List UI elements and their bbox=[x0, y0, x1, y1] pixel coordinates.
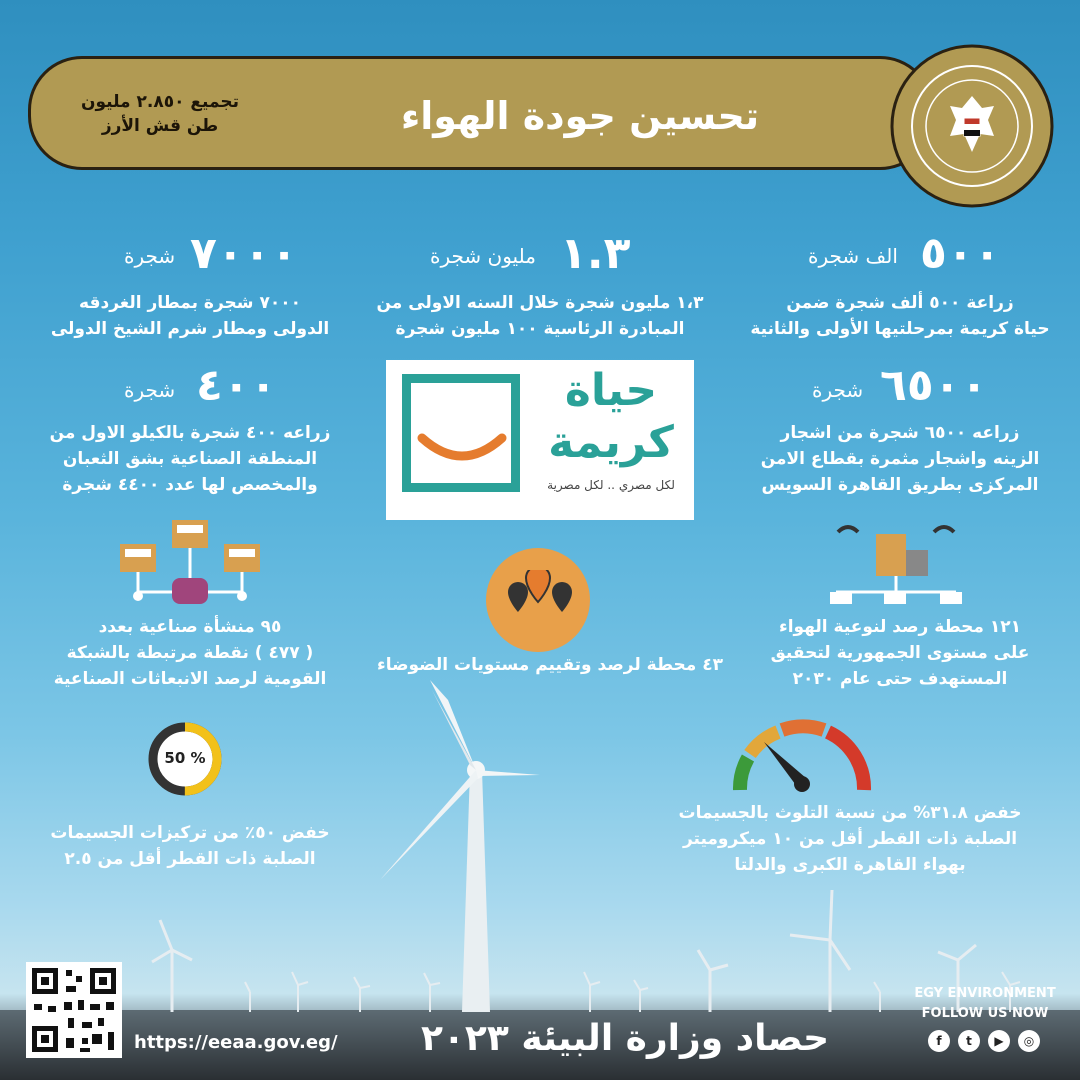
footer-follow: FOLLOW US NOW bbox=[921, 1006, 1049, 1021]
stat-7000-number: ٧٠٠٠ bbox=[190, 228, 298, 279]
stat-6500-number: ٦٥٠٠ bbox=[880, 360, 988, 411]
stat-500-unit: الف شجرة bbox=[808, 244, 898, 268]
stat-400-number: ٤٠٠ bbox=[196, 360, 277, 411]
noise-line1: ٤٣ محطة لرصد وتقييم مستويات الضوضاء bbox=[377, 655, 723, 675]
pm10-line2: الصلبة ذات القطر أقل من ١٠ ميكروميتر bbox=[682, 829, 1018, 849]
location-pin-icon bbox=[500, 570, 576, 624]
gauge-icon bbox=[728, 712, 874, 796]
smile-icon bbox=[416, 430, 508, 470]
hayah-karima-tagline: لكل مصري .. لكل مصرية bbox=[547, 478, 675, 492]
stat-7000-description bbox=[30, 290, 350, 342]
stat-1-3-line1: ١،٣ مليون شجرة خلال السنه الاولى من bbox=[376, 293, 704, 313]
stat-400-line2: المنطقة الصناعية بشق الثعبان bbox=[62, 449, 318, 469]
stat-400-unit: شجرة bbox=[124, 378, 176, 402]
footer-url[interactable]: https://eeaa.gov.eg/ bbox=[134, 1032, 338, 1053]
server-network-icon bbox=[816, 516, 976, 612]
industrial-line3: القومية لرصد الانبعاثات الصناعية bbox=[53, 669, 327, 689]
stat-500-description bbox=[740, 290, 1060, 342]
pm25-description bbox=[30, 820, 350, 872]
pm10-description bbox=[640, 800, 1060, 878]
stat-6500-line2: الزينه واشجار مثمرة بقطاع الامن bbox=[760, 449, 1040, 469]
air-line3: المستهدف حتى عام ٢٠٣٠ bbox=[792, 669, 1008, 689]
stat-7000-line1: ٧٠٠٠ شجرة بمطار الغردقه bbox=[79, 293, 301, 313]
stat-400-line3: والمخصص لها عدد ٤٤٠٠ شجرة bbox=[62, 475, 318, 495]
stat-6500-unit: شجرة bbox=[812, 378, 864, 402]
industrial-network-icon bbox=[116, 516, 266, 612]
youtube-icon[interactable]: ▶ bbox=[988, 1030, 1010, 1052]
stat-6500-description bbox=[740, 420, 1060, 498]
stat-7000-unit: شجرة bbox=[124, 244, 176, 268]
page-title: تحسين جودة الهواء bbox=[400, 94, 760, 138]
pm10-line1: خفض ٣١.٨% من نسبة التلوث بالجسيمات bbox=[678, 803, 1022, 823]
pm25-badge-label: 50 % bbox=[164, 749, 206, 767]
instagram-icon[interactable]: ◎ bbox=[1018, 1030, 1040, 1052]
stat-500-number: ٥٠٠ bbox=[920, 228, 1001, 279]
hayah-karima-word1: حياة bbox=[564, 365, 658, 416]
stat-1-3-line2: المبادرة الرئاسية ١٠٠ مليون شجرة bbox=[395, 319, 685, 339]
stat-500-line2: حياة كريمة بمرحلتيها الأولى والثانية bbox=[750, 319, 1050, 339]
pm10-line3: بهواء القاهرة الكبرى والدلتا bbox=[734, 855, 966, 875]
air-line1: ١٢١ محطة رصد لنوعية الهواء bbox=[779, 617, 1021, 637]
header-side-note bbox=[60, 90, 260, 138]
industrial-line2: ( ٤٧٧ ) نقطة مرتبطة بالشبكة bbox=[66, 643, 314, 663]
footer-title: حصاد وزارة البيئة ٢٠٢٣ bbox=[420, 1018, 830, 1059]
ministry-logo bbox=[890, 44, 1054, 208]
stat-1-3-description bbox=[370, 290, 710, 342]
industrial-monitoring-description bbox=[30, 614, 350, 692]
stat-400-description bbox=[30, 420, 350, 498]
stat-400-line1: زراعه ٤٠٠ شجرة بالكيلو الاول من bbox=[49, 423, 331, 443]
footer-brand: EGY ENVIRONMENT bbox=[914, 986, 1056, 1001]
stat-6500-line1: زراعه ٦٥٠٠ شجرة من اشجار bbox=[780, 423, 1020, 443]
stat-7000-line2: الدولى ومطار شرم الشيخ الدولى bbox=[50, 319, 330, 339]
header-side-line1: تجميع ٢.٨٥٠ مليون bbox=[81, 92, 239, 112]
noise-monitoring-description bbox=[370, 652, 730, 678]
pm25-line1: خفض ٥٠٪ من تركيزات الجسيمات bbox=[50, 823, 330, 843]
stat-1-3-unit: مليون شجرة bbox=[430, 244, 536, 268]
air-line2: على مستوى الجمهورية لتحقيق bbox=[770, 643, 1030, 663]
hayah-karima-word2: كريمة bbox=[548, 417, 674, 468]
air-monitoring-description bbox=[740, 614, 1060, 692]
stat-1-3-number: ١.٣ bbox=[560, 228, 631, 279]
header-side-line2: طن قش الأرز bbox=[101, 116, 219, 136]
hayah-karima-logo-card bbox=[386, 360, 694, 520]
facebook-icon[interactable]: f bbox=[928, 1030, 950, 1052]
stat-6500-line3: المركزى بطريق القاهرة السويس bbox=[761, 475, 1039, 495]
stat-500-line1: زراعة ٥٠٠ ألف شجرة ضمن bbox=[786, 293, 1014, 313]
twitter-icon[interactable]: t bbox=[958, 1030, 980, 1052]
qr-code-icon bbox=[26, 962, 122, 1058]
industrial-line1: ٩٥ منشأة صناعية بعدد bbox=[98, 617, 282, 637]
pm25-line2: الصلبة ذات القطر أقل من ٢.٥ bbox=[64, 849, 316, 869]
